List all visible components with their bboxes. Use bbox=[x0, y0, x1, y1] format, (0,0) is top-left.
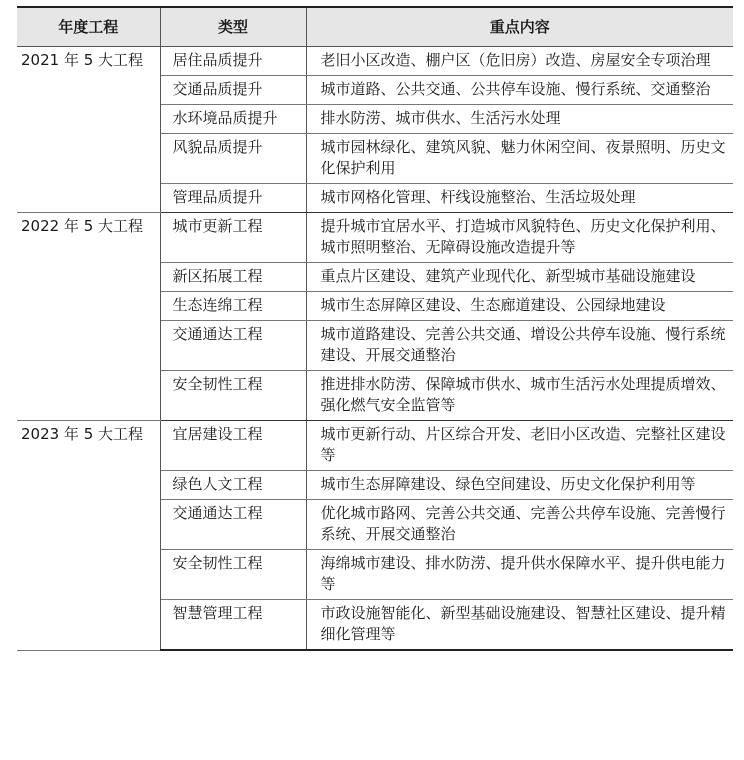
type-cell: 水环境品质提升 bbox=[160, 105, 306, 134]
type-cell: 智慧管理工程 bbox=[160, 600, 306, 651]
type-cell: 安全韧性工程 bbox=[160, 371, 306, 421]
type-cell: 风貌品质提升 bbox=[160, 134, 306, 184]
table-row bbox=[17, 213, 733, 263]
type-cell: 城市更新工程 bbox=[160, 213, 306, 263]
type-cell: 绿色人文工程 bbox=[160, 471, 306, 500]
header-type: 类型 bbox=[160, 7, 306, 47]
year-cell-2023: 2023 年 5 大工程 bbox=[17, 421, 160, 651]
content-cell: 城市道路建设、完善公共交通、增设公共停车设施、慢行系统建设、开展交通整治 bbox=[306, 321, 733, 371]
content-cell: 市政设施智能化、新型基础设施建设、智慧社区建设、提升精细化管理等 bbox=[306, 600, 733, 651]
content-cell: 排水防涝、城市供水、生活污水处理 bbox=[306, 105, 733, 134]
type-cell: 新区拓展工程 bbox=[160, 263, 306, 292]
content-cell: 城市园林绿化、建筑风貌、魅力休闲空间、夜景照明、历史文化保护利用 bbox=[306, 134, 733, 184]
content-cell: 老旧小区改造、棚户区（危旧房）改造、房屋安全专项治理 bbox=[306, 47, 733, 76]
type-cell: 管理品质提升 bbox=[160, 184, 306, 213]
content-cell: 优化城市路网、完善公共交通、完善公共停车设施、完善慢行系统、开展交通整治 bbox=[306, 500, 733, 550]
header-row bbox=[17, 7, 733, 47]
table-row bbox=[17, 47, 733, 76]
year-cell-2021: 2021 年 5 大工程 bbox=[17, 47, 160, 213]
type-cell: 宜居建设工程 bbox=[160, 421, 306, 471]
content-cell: 推进排水防涝、保障城市供水、城市生活污水处理提质增效、强化燃气安全监管等 bbox=[306, 371, 733, 421]
year-cell-2022: 2022 年 5 大工程 bbox=[17, 213, 160, 421]
type-cell: 交通通达工程 bbox=[160, 500, 306, 550]
type-cell: 安全韧性工程 bbox=[160, 550, 306, 600]
table-header bbox=[17, 7, 733, 47]
content-cell: 重点片区建设、建筑产业现代化、新型城市基础设施建设 bbox=[306, 263, 733, 292]
table-body bbox=[17, 47, 733, 651]
content-cell: 城市更新行动、片区综合开发、老旧小区改造、完整社区建设等 bbox=[306, 421, 733, 471]
header-content: 重点内容 bbox=[306, 7, 733, 47]
projects-table bbox=[17, 6, 733, 651]
header-year: 年度工程 bbox=[17, 7, 160, 47]
table-row bbox=[17, 421, 733, 471]
content-cell: 城市生态屏障建设、绿色空间建设、历史文化保护利用等 bbox=[306, 471, 733, 500]
type-cell: 交通品质提升 bbox=[160, 76, 306, 105]
content-cell: 城市生态屏障区建设、生态廊道建设、公园绿地建设 bbox=[306, 292, 733, 321]
content-cell: 城市道路、公共交通、公共停车设施、慢行系统、交通整治 bbox=[306, 76, 733, 105]
content-cell: 海绵城市建设、排水防涝、提升供水保障水平、提升供电能力等 bbox=[306, 550, 733, 600]
content-cell: 提升城市宜居水平、打造城市风貌特色、历史文化保护利用、城市照明整治、无障碍设施改造提升等 bbox=[306, 213, 733, 263]
content-cell: 城市网格化管理、杆线设施整治、生活垃圾处理 bbox=[306, 184, 733, 213]
type-cell: 生态连绵工程 bbox=[160, 292, 306, 321]
type-cell: 交通通达工程 bbox=[160, 321, 306, 371]
type-cell: 居住品质提升 bbox=[160, 47, 306, 76]
